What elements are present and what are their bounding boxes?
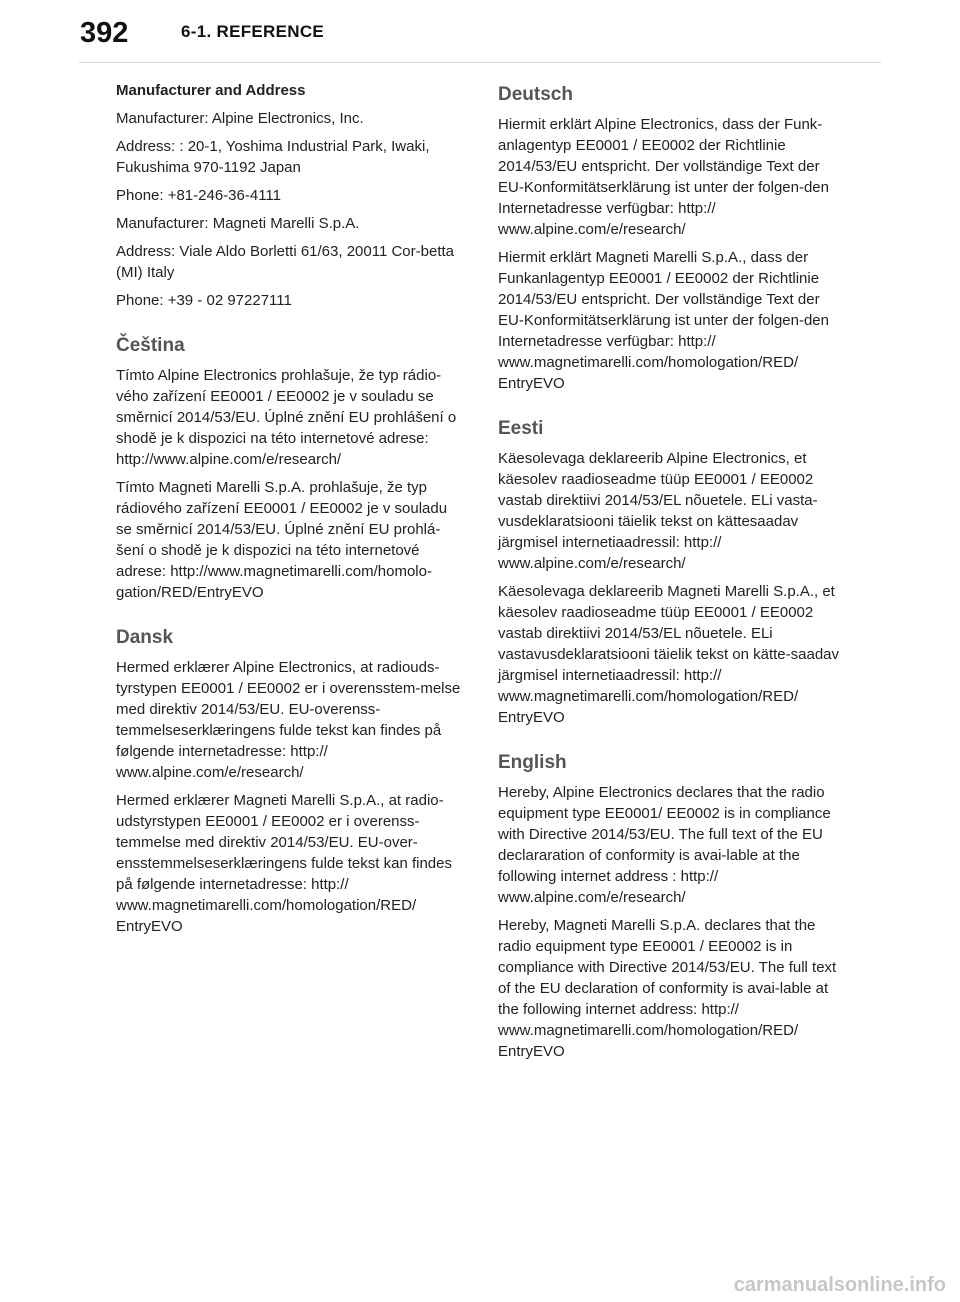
section-paragraph: Hiermit erklärt Alpine Electronics, dass der Funk-anlagentyp EE0001 / EE0002 der Richtlinie 2014/53/EU entspricht. Der vollständige Text der EU-Konformitätserklärung ist unter der folgen-den Internetadresse verfügbar: http:// www.alpine.com/e/research/ (498, 116, 829, 238)
page-number: 392 (80, 17, 129, 49)
section-heading-eesti: Eesti (498, 418, 544, 439)
section-heading-deutsch: Deutsch (498, 84, 573, 105)
section-paragraph: Tímto Alpine Electronics prohlašuje, že typ rádio-vého zařízení EE0001 / EE0002 je v souladu se směrnicí 2014/53/EU. Úplné znění EU prohlášení o shodě je k dispozici na této internetové adrese: http://www.alpine.com/e/research/ (116, 367, 457, 468)
manufacturer-heading: Manufacturer and Address (116, 82, 306, 99)
section-heading-english: English (498, 752, 567, 773)
right-column (498, 80, 843, 1069)
section-paragraph: Käesolevaga deklareerib Magneti Marelli S.p.A., et käesolev raadioseadme tüüp EE0001 / EE0002 vastab direktiivi 2014/53/EL nõuetele. ELi vastavusdeklaratsiooni täielik tekst on kätte-saadav järgmisel internetiaadressil: http:// www.magnetimarelli.com/homologation/RED/ EntryEVO (498, 583, 840, 726)
section-paragraph: Hermed erklærer Magneti Marelli S.p.A., at radio-udstyrstypen EE0001 / EE0002 er i overenss-temmelse med direktiv 2014/53/EU. EU-over-ensstemmelseserklæringens fulde tekst kan findes på følgende internetadresse: http:// www.magnetimarelli.com/homologation/RED/ EntryEVO (116, 792, 452, 935)
manufacturer-line: Phone: +39 - 02 97227111 (116, 292, 292, 309)
manufacturer-line: Address: : 20-1, Yoshima Industrial Park, Iwaki, Fukushima 970-1192 Japan (116, 138, 430, 176)
manufacturer-line: Manufacturer: Alpine Electronics, Inc. (116, 110, 364, 127)
section-paragraph: Hermed erklærer Alpine Electronics, at radiouds-tyrstypen EE0001 / EE0002 er i overensstem-melse med direktiv 2014/53/EU. EU-overenss-temmelseserklæringens fulde tekst kan findes på følgende internetadresse: http:// www.alpine.com/e/research/ (116, 659, 461, 781)
section-paragraph: Hereby, Magneti Marelli S.p.A. declares that the radio equipment type EE0001 / EE0002 is in compliance with Directive 2014/53/EU. The full text of the EU declaration of conformity is avai-lable at the following internet address: http:// www.magnetimarelli.com/homologation/RED/ EntryEVO (498, 917, 837, 1060)
page-header (0, 0, 960, 62)
manufacturer-line: Phone: +81-246-36-4111 (116, 187, 281, 204)
section-heading-dansk: Dansk (116, 627, 174, 648)
section-heading-cestina: Čeština (116, 335, 185, 356)
section-paragraph: Hiermit erklärt Magneti Marelli S.p.A., dass der Funkanlagentyp EE0001 / EE0002 der Richtlinie 2014/53/EU entspricht. Der vollständige Text der EU-Konformitätserklärung ist unter der folgen-den Internetadresse verfügbar: http:// www.magnetimarelli.com/homologation/RED/ EntryEVO (498, 249, 829, 392)
left-column (116, 80, 461, 944)
header-divider (79, 62, 881, 63)
manufacturer-line: Address: Viale Aldo Borletti 61/63, 20011 Cor-betta (MI) Italy (116, 243, 454, 281)
section-paragraph: Käesolevaga deklareerib Alpine Electronics, et käesolev raadioseadme tüüp EE0001 / EE0002 vastab direktiivi 2014/53/EL nõuetele. ELi vasta-vusdeklaratsiooni täielik tekst on kättesaadav järgmisel internetiaadressil: http:// www.alpine.com/e/research/ (498, 450, 818, 572)
section-paragraph: Hereby, Alpine Electronics declares that the radio equipment type EE0001/ EE0002 is in compliance with Directive 2014/53/EU. The full text of the EU declararation of conformity is avai-lable at the following internet address : http:// www.alpine.com/e/research/ (498, 784, 831, 906)
manufacturer-line: Manufacturer: Magneti Marelli S.p.A. (116, 215, 360, 232)
section-title: 6-1. REFERENCE (181, 22, 325, 41)
section-paragraph: Tímto Magneti Marelli S.p.A. prohlašuje, že typ rádiového zařízení EE0001 / EE0002 je v souladu se směrnicí 2014/53/EU. Úplné znění EU prohlá-šení o shodě je k dispozici na této internetové adrese: http://www.magnetimarelli.com/homolo-gation/RED/EntryEVO (116, 479, 448, 601)
watermark-text: carmanualsonline.info (733, 1274, 946, 1296)
